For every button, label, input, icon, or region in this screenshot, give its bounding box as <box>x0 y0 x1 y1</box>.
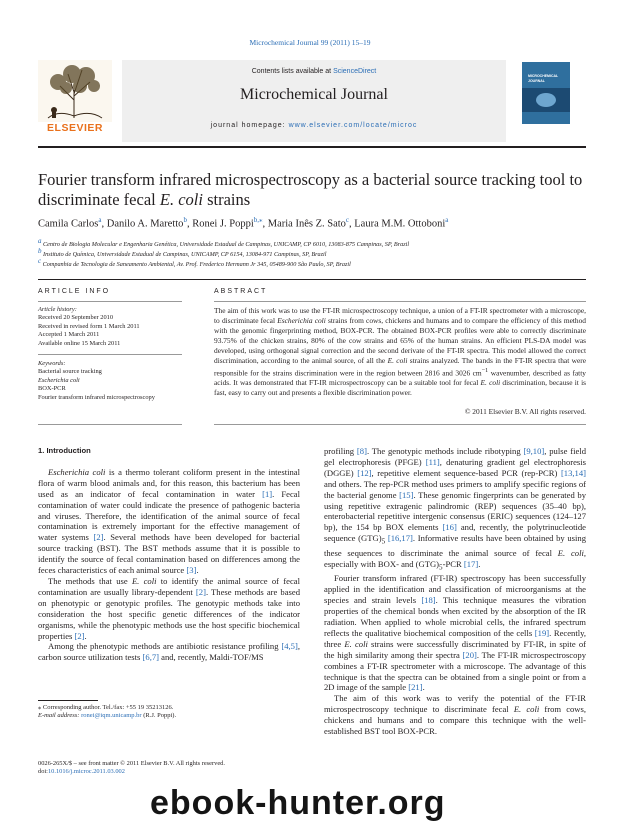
paragraph <box>38 467 300 576</box>
keywords-label: Keywords: <box>38 360 66 367</box>
title-text: discriminate fecal <box>38 190 160 209</box>
doi-link[interactable]: 10.1016/j.microc.2011.03.002 <box>47 768 125 776</box>
doi-label: doi: <box>38 768 48 776</box>
section-heading: 1. Introduction <box>38 446 91 455</box>
keyword-item: Fourier transform infrared microspectroscopy <box>38 393 155 401</box>
citation-link[interactable]: [16] <box>442 522 457 533</box>
footnote-email-line <box>38 712 300 720</box>
abstract-part: The aim of this work was to use the FT-IR microspectroscopy technique, a union of a FT-IR spectrometer with a microscope, to discriminate fecal <box>214 306 586 325</box>
history-item: Accepted 1 March 2011 <box>38 331 100 339</box>
email-label: E-mail address: <box>38 712 82 720</box>
left-column <box>38 446 300 663</box>
title-text-end: strains <box>202 190 251 209</box>
species-name: E. coli <box>513 704 540 715</box>
elsevier-logo[interactable] <box>38 60 112 136</box>
abstract-part: wavenumber, described as fatty acids. It was demonstrated that FT-IR microspectroscopy can be a suitable tool for fecal <box>214 368 586 388</box>
journal-homepage <box>122 122 506 129</box>
title-line-2 <box>38 190 586 210</box>
subscript: 5 <box>439 563 443 572</box>
footnote-line <box>38 704 300 712</box>
affiliation-mark: c <box>38 257 42 265</box>
footnote-text: Corresponding author. Tel./fax: +55 19 35213126. <box>41 704 174 711</box>
citation-link[interactable]: [2] <box>74 630 85 641</box>
text: . <box>196 565 199 576</box>
elsevier-tree-icon <box>38 60 112 122</box>
author-name[interactable]: Camila Carlos <box>38 218 99 230</box>
abstract-species: E. coli <box>480 378 501 388</box>
history-item: Available online 15 March 2011 <box>38 339 121 347</box>
citation-link[interactable]: [19] <box>534 627 550 638</box>
paragraph <box>38 641 300 663</box>
text: . These genomic fingerprints can be generated by using repetitive extragenic palindromic (REP) sequences (35–40 bp), enterobacterial repetitive intergenic consensus (ERIC) sequences (124–127 bp), the 154 bp BOX elements <box>324 489 587 533</box>
affiliation-text: Centro de Biologia Molecular e Engenharia Genética, Universidade Estadual de Campinas, UNICAMP, CP 6010, 13083-875 Campinas, SP, Brazil <box>43 241 410 249</box>
sciencedirect-link[interactable]: ScienceDirect <box>333 68 377 75</box>
text: to identify the animal source of fecal contamination are usually library-dependent <box>38 575 301 597</box>
author-list <box>38 216 586 230</box>
author-separator: , <box>349 218 355 230</box>
abstract-bottom-rule <box>214 424 586 425</box>
paragraph <box>324 446 586 573</box>
text: and, recently, the polytrinucleotide sequence (GTG) <box>324 522 586 544</box>
affiliation-mark: b <box>38 247 42 255</box>
abstract-part: discrimination, because it is fast, easy to carry out and presents a flexible discrimination power. <box>214 378 587 398</box>
author-separator: , <box>262 218 268 230</box>
keyword-item: Escherichia coli <box>38 376 80 384</box>
text: strains were successfully discriminated by FT-IR, in spite of the high similarity among their spectra <box>324 638 587 660</box>
right-column <box>324 446 586 737</box>
text: . This technique measures the vibration properties of the chemical bonds when excited by the absorption of the IR radiation. When applied to whole microbial cells, the infrared spectrum reflects the qualitative biochemical composition of the cells <box>324 595 586 638</box>
text: The aim of this work was to verify the potential of the FT-IR microspectroscopy technique to discriminate fecal <box>324 693 586 715</box>
text: profiling <box>324 446 357 456</box>
author-name[interactable]: Ronei J. Poppi <box>192 218 254 230</box>
issn-block <box>38 760 338 777</box>
citation-link[interactable]: [11] <box>425 456 440 467</box>
text: , denaturing gradient gel electrophoresis (DGGE) <box>324 456 587 478</box>
author-separator: , <box>186 218 193 230</box>
email-link[interactable]: ronei@iqm.unicamp.br <box>81 712 142 720</box>
citation-link[interactable]: [3] <box>186 565 197 576</box>
footnote-rule <box>38 700 98 701</box>
species-name: E. coli <box>131 575 157 586</box>
keyword-item: BOX-PCR <box>38 385 66 393</box>
text: . <box>478 558 481 569</box>
text: . These methods are based on phenotypic or genotypic profiles. The genotypic methods take into consideration the host specific genetic differences of the indicator organisms, while the phenotypic methods use the host specific biochemical properties <box>38 586 300 641</box>
abstract-superscript: −1 <box>481 368 489 374</box>
abstract-species: E. coli <box>387 356 408 365</box>
text: . <box>84 630 87 641</box>
text: . The genotypic methods include ribotyping <box>366 446 524 456</box>
text: . Recently, three <box>324 627 586 649</box>
cover-title: MICROCHEMICAL JOURNAL <box>528 74 559 83</box>
species-name: E. coli <box>557 547 584 558</box>
abstract-species: Escherichia coli <box>277 316 326 325</box>
watermark-text: ebook-hunter.org <box>150 784 446 822</box>
abstract-heading: ABSTRACT <box>214 288 268 295</box>
homepage-link[interactable]: www.elsevier.com/locate/microc <box>288 122 418 129</box>
cover-graphic <box>536 93 556 107</box>
email-suffix: (R.J. Poppi). <box>141 712 177 720</box>
corresponding-author-footnote <box>38 704 300 721</box>
abstract-part: strains analyzed. The bands in the FT-IR spectra that were responsible for the strains discrimination were in the region between 2816 and 3026 cm <box>214 356 586 378</box>
paragraph <box>324 573 586 693</box>
keyword-item: Bacterial source tracking <box>38 368 102 376</box>
citation-link[interactable]: [16,17] <box>387 533 413 544</box>
affiliation <box>38 257 586 268</box>
citation-link[interactable]: [9,10] <box>523 446 545 456</box>
text: from cows, chickens and humans and to compare this technique with the well-established BST tool BOX-PCR. <box>324 704 587 737</box>
header-rule <box>38 146 586 148</box>
affiliation-text: Instituto de Química, Universidade Estadual de Campinas, UNICAMP, CP 6154, 13084-971 Campinas, SP, Brazil <box>43 251 327 259</box>
text: . <box>422 682 425 693</box>
text: , pulse field gel electrophoresis (PFGE) <box>324 446 586 467</box>
author-affiliation-mark[interactable]: b,⁎ <box>253 216 263 224</box>
history-item: Received 20 September 2010 <box>38 314 114 322</box>
keywords <box>38 360 188 402</box>
title-line-1: Fourier transform infrared microspectroscopy as a bacterial source tracking tool to <box>38 170 583 189</box>
citation-link[interactable]: [8] <box>356 446 367 456</box>
text: , especially with BOX- and (GTG) <box>324 547 586 569</box>
citation-link[interactable]: [1] <box>262 488 273 499</box>
citation-link[interactable]: [17] <box>463 558 479 569</box>
elsevier-logo-text: ELSEVIER <box>47 122 103 134</box>
citation-link[interactable]: [20] <box>462 649 477 660</box>
info-rule <box>38 354 182 355</box>
journal-cover-image[interactable] <box>522 62 570 124</box>
text: and others. The rep-PCR method uses primers to amplify specific regions of the bacterial genome <box>324 478 586 500</box>
author-name[interactable]: Maria Inês Z. Sato <box>267 218 346 230</box>
citation-link[interactable]: [2] <box>93 532 104 543</box>
article-history <box>38 306 188 348</box>
citation-link[interactable]: [12] <box>357 467 372 478</box>
subscript: 5 <box>381 537 386 546</box>
text: . Informative results have been obtained by using these sequences to discriminate the animal source of fecal <box>324 533 587 558</box>
info-bottom-rule <box>38 424 182 425</box>
paragraph <box>38 576 300 641</box>
author-affiliation-mark[interactable]: b <box>183 216 187 224</box>
history-label: Article history: <box>38 306 77 313</box>
text: . Several methods have been developed for bacterial source tracking (BST). The BST methods assume that it is possible to identify the source of fecal contamination based on differences among the feces characteristics of each animal source <box>38 532 301 576</box>
text: , repetitive element sequence-based PCR (rep-PCR) <box>371 467 561 478</box>
citation-link[interactable]: [21] <box>408 682 423 693</box>
text: is a thermo tolerant coliform present in the intestinal flora of warm blood animals and, for this reason, this bacterium has been used as an indicator of fecal contamination in water <box>38 466 300 499</box>
text: and, recently, Maldi-TOF/MS <box>159 652 264 663</box>
text: . The FT-IR microspectroscopy combines a FT-IR spectrometer with a microscope. The advantage of this technique is that the spectra can be obtained from a single point or from a 2D image of the sample <box>324 649 586 693</box>
text: . Fecal contamination of water could indicate the presence of pathogenic bacteria and viruses. Therefore, the identification of the animal source of fecal contamination is extremely important for the effective management of water systems <box>38 488 300 543</box>
contents-prefix: Contents lists available at <box>251 68 334 75</box>
journal-banner <box>122 60 506 142</box>
article-title <box>38 170 586 210</box>
journal-title: Microchemical Journal <box>240 86 388 103</box>
author-name[interactable]: Laura M.M. Ottoboni <box>354 218 446 230</box>
journal-reference[interactable]: Microchemical Journal 99 (2011) 15–19 <box>249 38 371 47</box>
author-separator: , <box>101 218 107 230</box>
section-divider <box>38 279 586 280</box>
history-item: Received in revised form 1 March 2011 <box>38 322 140 330</box>
citation-link[interactable]: [15] <box>399 489 414 500</box>
abstract-part: strains from cows, chickens and humans and to compare the efficiency of this method with the genomic fingerprinting method, BOX-PCR. The obtained BOX-PCR profiles were able to correctly discriminate 93.75% of the chicken strains, 80% of the cow strains and 65% of the human strains. An efficient PLS-DA model was developed, using orthogonal signal correction and the second derivate of the FT-IR spectra. This model allowed the correct discrimination, according to the animal source, of all the <box>214 316 586 365</box>
title-species: E. coli <box>159 190 203 209</box>
author-name[interactable]: Danilo A. Maretto <box>106 218 184 230</box>
citation-link[interactable]: [18] <box>421 595 436 606</box>
citation-link[interactable]: [4,5] <box>281 641 298 652</box>
journal-header <box>38 60 586 142</box>
citation-link[interactable]: [13,14] <box>560 467 586 478</box>
text: Among the phenotypic methods are antibiotic resistance profiling <box>48 641 282 652</box>
citation-link[interactable]: [6,7] <box>142 652 159 663</box>
info-rule <box>38 301 182 302</box>
author-affiliation-mark[interactable]: a <box>98 216 102 224</box>
species-name: E. coli <box>344 638 368 649</box>
text: Fourier transform infrared (FT-IR) spectroscopy has been successfully applied in the identification and classification of microorganisms at the species and strain levels <box>324 573 586 606</box>
abstract-copyright: © 2011 Elsevier B.V. All rights reserved. <box>464 407 586 416</box>
citation-link[interactable]: [2] <box>195 586 206 597</box>
text: , carbon source utilization tests <box>38 641 300 663</box>
footnote-mark: ⁎ <box>38 704 42 711</box>
text: -PCR <box>442 558 464 569</box>
author-affiliation-mark[interactable]: c <box>345 216 350 224</box>
issn-line: 0026-265X/$ – see front matter © 2011 Elsevier B.V. All rights reserved. <box>38 760 225 767</box>
article-info-heading: ARTICLE INFO <box>38 288 111 295</box>
author-affiliation-mark[interactable]: a <box>445 216 449 224</box>
paragraph <box>324 693 586 737</box>
text: The methods that use <box>48 575 132 586</box>
abstract-rule <box>214 301 586 302</box>
affiliation-mark: a <box>38 237 42 245</box>
affiliation-text: Companhia de Tecnologia de Saneamento Ambiental, Av. Prof. Frederico Hermann Jr 345, 05489-900 São Paulo, SP, Brazil <box>42 261 351 269</box>
doi-line <box>38 768 338 776</box>
homepage-prefix: journal homepage: <box>210 122 289 129</box>
species-name: Escherichia coli <box>48 466 106 477</box>
contents-line <box>122 68 506 75</box>
abstract-text <box>214 306 586 398</box>
